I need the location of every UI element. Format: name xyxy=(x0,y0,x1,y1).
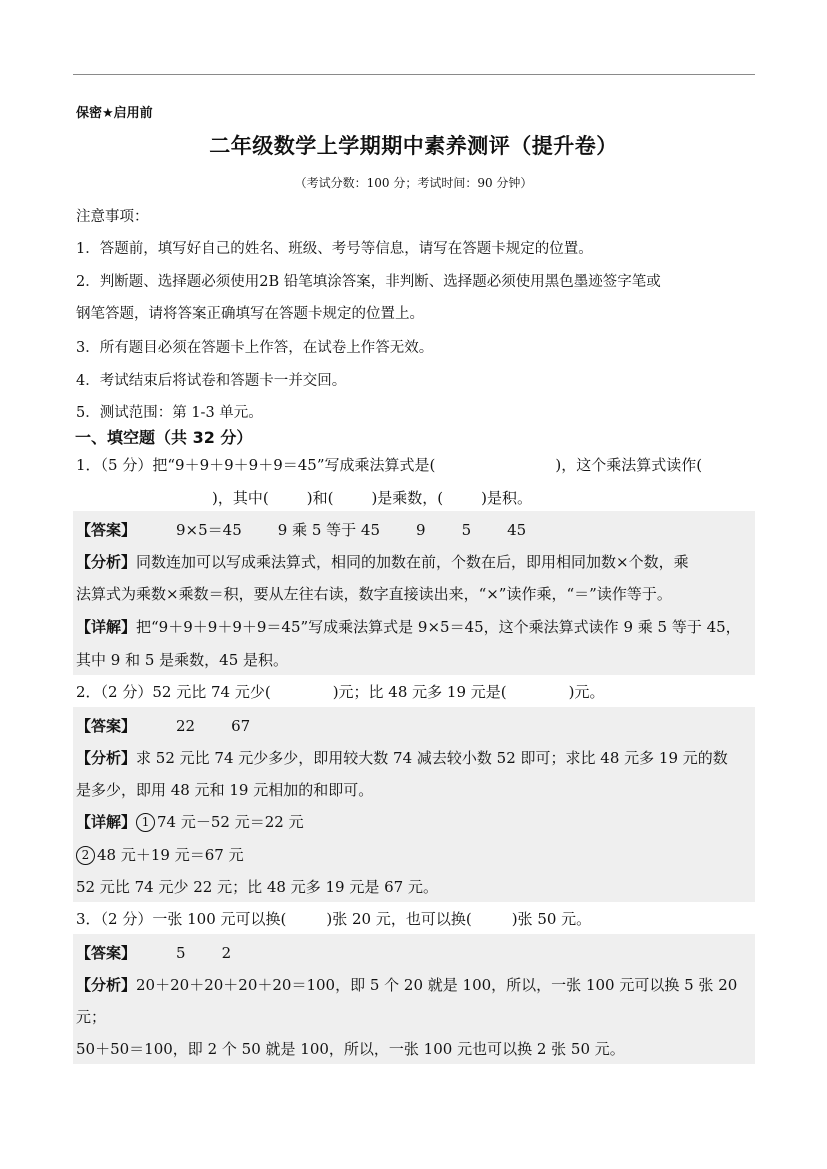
section-title: 一、填空题（共 32 分） xyxy=(75,428,253,447)
circled-number: 2 xyxy=(76,846,95,865)
analysis-row: 【分析】20＋20＋20＋20＋20＝100，即 5 个 20 就是 100，所以，一张 100 元可以换 5 张 20 xyxy=(76,976,738,994)
answer-row: 【答案】 5 2 xyxy=(76,944,232,962)
note-item: 3．所有题目必须在答题卡上作答，在试卷上作答无效。 xyxy=(76,340,434,356)
solution-block-3 xyxy=(73,934,755,1064)
exam-info: （考试分数：100 分；考试时间：90 分钟） xyxy=(294,176,533,190)
note-item: 1．答题前，填写好自己的姓名、班级、考号等信息，请写在答题卡规定的位置。 xyxy=(76,241,593,257)
question-3: 3．（2 分）一张 100 元可以换( )张 20 元，也可以换( )张 50 元。 xyxy=(76,910,592,928)
page-title: 二年级数学上学期期中素养测评（提升卷） xyxy=(209,134,618,158)
note-item: 钢笔答题，请将答案正确填写在答题卡规定的位置上。 xyxy=(76,306,424,322)
analysis-row: 元； xyxy=(76,1008,107,1026)
analysis-row: 50＋50＝100，即 2 个 50 就是 100，所以，一张 100 元也可以换 2 张 50 元。 xyxy=(76,1040,625,1058)
analysis-row: 【分析】同数连加可以写成乘法算式，相同的加数在前，个数在后，即用相同加数×个数，乘 xyxy=(76,553,689,571)
question-1-line1: 1．（5 分）把“9＋9＋9＋9＋9＝45”写成乘法算式是( )，这个乘法算式读作( xyxy=(76,456,703,474)
solution-block-1 xyxy=(73,511,755,675)
analysis-row: 法算式为乘数×乘数＝积，要从左往右读，数字直接读出来，“×”读作乘，“＝”读作等于。 xyxy=(76,585,672,603)
detail-row: 【详解】把“9＋9＋9＋9＋9＝45”写成乘法算式是 9×5＝45，这个乘法算式读作 9 乘 5 等于 45， xyxy=(76,618,741,636)
note-item: 5．测试范围：第 1-3 单元。 xyxy=(76,405,263,421)
question-1-line2: )，其中( )和( )是乘数，( )是积。 xyxy=(212,489,533,507)
circled-number: 1 xyxy=(136,813,155,832)
detail-row: 【详解】 1 74 元－52 元＝22 元 xyxy=(76,813,304,831)
note-item: 2．判断题、选择题必须使用2B 铅笔填涂答案，非判断、选择题必须使用黑色墨迹签字笔或 xyxy=(76,274,661,290)
detail-row: 52 元比 74 元少 22 元；比 48 元多 19 元是 67 元。 xyxy=(76,878,438,896)
solution-block-2 xyxy=(73,707,755,902)
notes-heading: 注意事项： xyxy=(76,209,149,225)
answer-row: 【答案】 9×5＝45 9 乘 5 等于 45 9 5 45 xyxy=(76,521,527,539)
confidential-label: 保密★启用前 xyxy=(76,106,153,121)
detail-row: 2 48 元＋19 元＝67 元 xyxy=(76,844,244,865)
header-rule xyxy=(73,74,755,75)
analysis-row: 【分析】求 52 元比 74 元少多少，即用较大数 74 减去较小数 52 即可；求比 48 元多 19 元的数 xyxy=(76,749,728,767)
answer-row: 【答案】 22 67 xyxy=(76,717,251,735)
detail-row: 其中 9 和 5 是乘数，45 是积。 xyxy=(76,651,289,669)
question-2: 2．（2 分）52 元比 74 元少( )元；比 48 元多 19 元是( )元。 xyxy=(76,683,605,701)
note-item: 4．考试结束后将试卷和答题卡一并交回。 xyxy=(76,373,347,389)
analysis-row: 是多少，即用 48 元和 19 元相加的和即可。 xyxy=(76,781,374,799)
